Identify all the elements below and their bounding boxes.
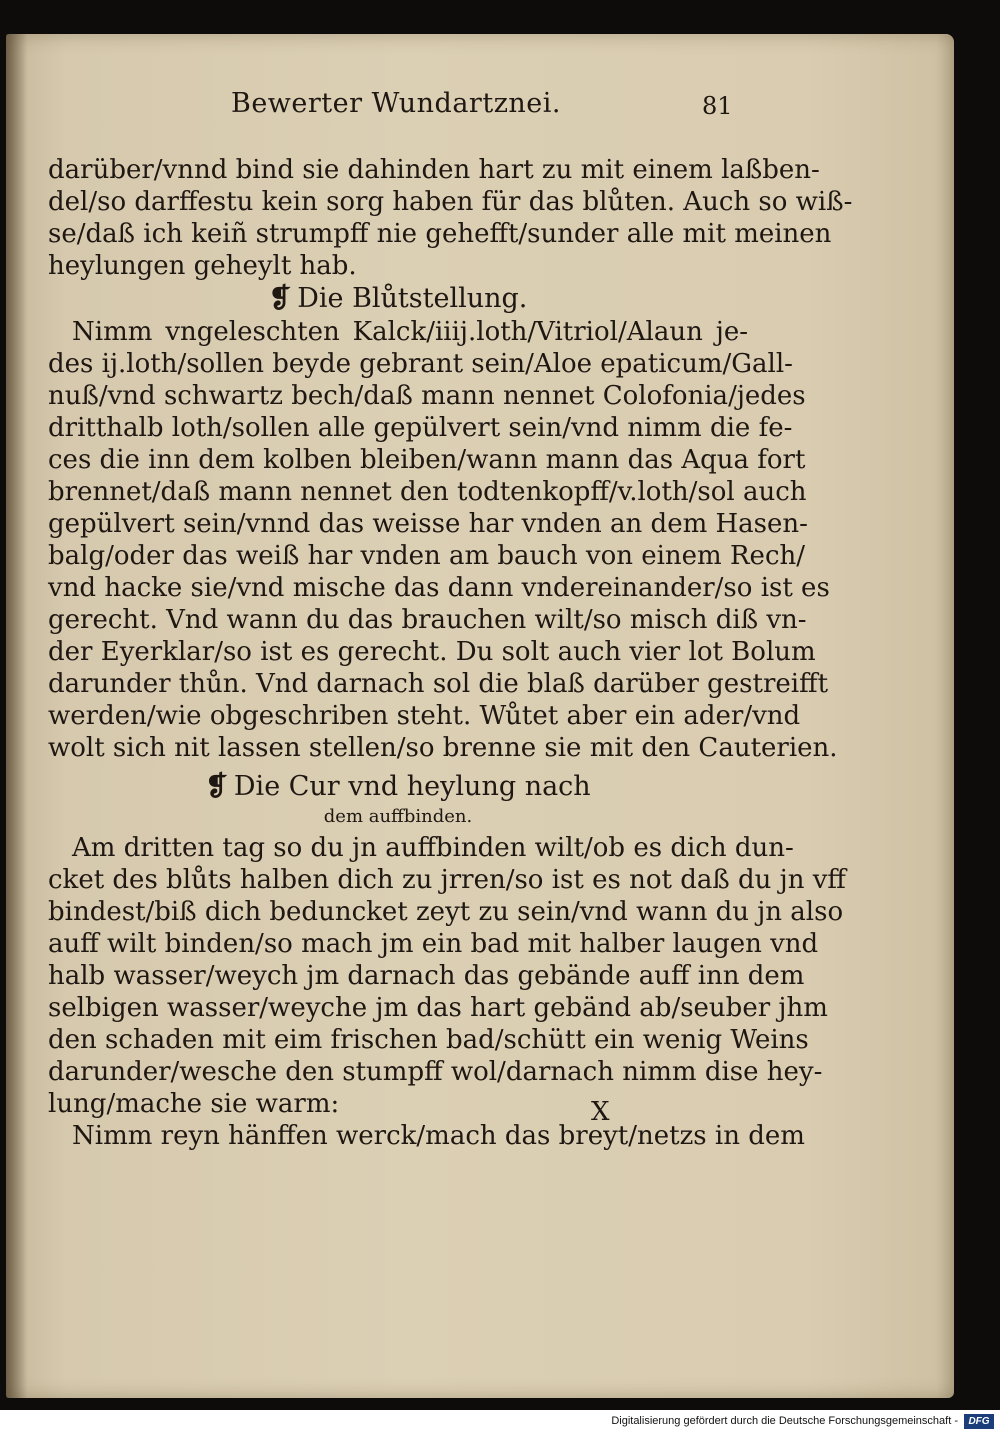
text-line: nuß/vnd schwartz bech/daß mann nennet Colofonia/jedes xyxy=(48,381,806,411)
book-page xyxy=(6,34,954,1398)
text-line: balg/oder das weiß har vnden am bauch von einem Rech/ xyxy=(48,541,806,571)
text-line: werden/wie obgeschriben steht. Wůtet aber ein ader/vnd xyxy=(48,701,801,731)
paragraph-mark-icon: ❡ xyxy=(205,771,228,802)
text-line: auff wilt binden/so mach jm ein bad mit halber laugen vnd xyxy=(48,929,819,959)
paragraph-mark-icon: ❡ xyxy=(268,283,292,314)
text-line: cket des blůts halben dich zu jrren/so ist es not daß du jn vff xyxy=(48,865,846,895)
section-heading xyxy=(48,282,748,316)
funding-credit: Digitalisierung gefördert durch die Deutsche Forschungsgemeinschaft - xyxy=(611,1415,958,1427)
dfg-logo: DFG xyxy=(964,1414,994,1429)
text-line: Nimm reyn hänffen werck/mach das breyt/netzs in dem xyxy=(72,1121,805,1151)
text-line: darunder/wesche den stumpff wol/darnach nimm dise hey- xyxy=(48,1057,823,1087)
text-line: lung/mache sie warm: xyxy=(48,1089,340,1119)
text-line: vnd hacke sie/vnd mische das dann vndereinander/so ist es xyxy=(48,573,830,603)
text-line: del/so darffestu kein sorg haben für das blůten. Auch so wiß- xyxy=(48,187,853,217)
text-line: dritthalb loth/sollen alle gepülvert sein/vnd nimm die fe- xyxy=(48,413,793,443)
text-line: wolt sich nit lassen stellen/so brenne sie mit den Cauterien. xyxy=(48,733,838,763)
text-line: darunder thůn. Vnd darnach sol die blaß darüber gestreifft xyxy=(48,669,829,699)
text-line: gerecht. Vnd wann du das brauchen wilt/so misch diß vn- xyxy=(48,605,807,635)
text-line: bindest/biß dich beduncket zeyt zu sein/vnd wann du jn also xyxy=(48,897,844,927)
text-line: den schaden mit eim frischen bad/schütt ein wenig Weins xyxy=(48,1025,809,1055)
text-line: des ij.loth/sollen beyde gebrant sein/Aloe epaticum/Gall- xyxy=(48,349,793,379)
text-line: heylungen geheylt hab. xyxy=(48,251,357,281)
text-line: der Eyerklar/so ist es gerecht. Du solt auch vier lot Bolum xyxy=(48,637,816,667)
running-head: Bewerter Wundartznei. xyxy=(230,88,562,119)
text-line: brennet/daß mann nennet den todtenkopff/v.loth/sol auch xyxy=(48,477,807,507)
page-number: 81 xyxy=(702,92,733,120)
text-line: ces die inn dem kolben bleiben/wann mann das Aqua fort xyxy=(48,445,806,475)
section-heading-text: Die Cur vnd heylung nach xyxy=(233,771,591,802)
text-line: halb wasser/weych jm darnach das gebände auff inn dem xyxy=(48,961,805,991)
text-line: gepülvert sein/vnnd das weisse har vnden an dem Hasen- xyxy=(48,509,808,539)
signature-mark: X xyxy=(591,1097,610,1127)
section-heading xyxy=(48,770,748,804)
text-line: se/daß ich keiñ strumpff nie gehefft/sunder alle mit meinen xyxy=(48,219,832,249)
section-heading-text: Die Blůtstellung. xyxy=(297,283,528,314)
text-line: Nimm vngeleschten Kalck/iiij.loth/Vitriol/Alaun je- xyxy=(72,317,748,347)
text-line: Am dritten tag so du jn auffbinden wilt/ob es dich dun- xyxy=(72,833,794,863)
digitization-footer xyxy=(0,1410,1000,1434)
section-subheading: dem auffbinden. xyxy=(323,806,473,827)
text-line: darüber/vnnd bind sie dahinden hart zu mit einem laßben- xyxy=(48,155,820,185)
text-line: selbigen wasser/weyche jm das hart gebänd ab/seuber jhm xyxy=(48,993,828,1023)
page-gutter xyxy=(6,34,28,1398)
